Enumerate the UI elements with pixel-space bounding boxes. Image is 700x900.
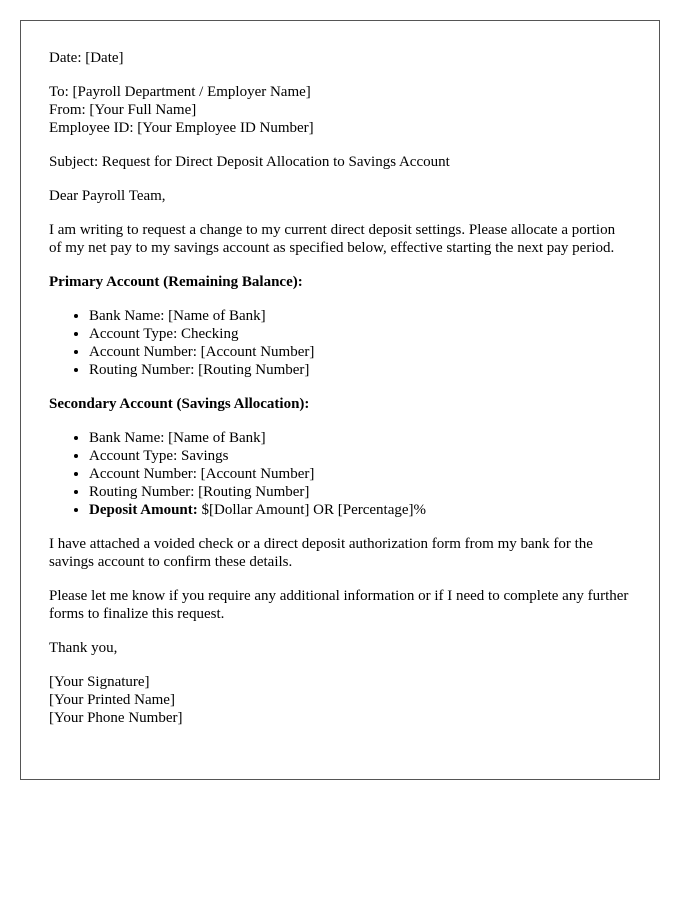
subject-line: Subject: Request for Direct Deposit Allocation to Savings Account (49, 154, 450, 170)
secondary-account-list (49, 429, 631, 519)
signature-line: [Your Signature] (49, 674, 150, 690)
list-item: • Account Number: [Account Number] (89, 343, 631, 361)
list-item: • Bank Name: [Name of Bank] (89, 429, 631, 447)
sign-off: Thank you, (49, 640, 118, 656)
list-item: • Routing Number: [Routing Number] (89, 361, 631, 379)
deposit-amount-label: Deposit Amount: (89, 502, 198, 518)
list-item: • Bank Name: [Name of Bank] (89, 307, 631, 325)
letter (20, 20, 660, 780)
to-line: To: [Payroll Department / Employer Name] (49, 84, 311, 100)
list-item: • Routing Number: [Routing Number] (89, 483, 631, 501)
address-block (49, 83, 631, 137)
attachment-paragraph: I have attached a voided check or a direct deposit authorization form from my bank for the savings account to confirm these details. (49, 536, 593, 570)
primary-account-list (49, 307, 631, 379)
deposit-amount-value: $[Dollar Amount] OR [Percentage]% (197, 502, 427, 518)
phone-number-line: [Your Phone Number] (49, 710, 183, 726)
list-item: • Account Number: [Account Number] (89, 465, 631, 483)
signature-block (49, 673, 631, 727)
list-item: • Account Type: Savings (89, 447, 631, 465)
employee-id-line: Employee ID: [Your Employee ID Number] (49, 120, 314, 136)
date-line: Date: [Date] (49, 50, 124, 66)
secondary-account-heading: Secondary Account (Savings Allocation): (49, 396, 310, 412)
salutation: Dear Payroll Team, (49, 188, 166, 204)
printed-name-line: [Your Printed Name] (49, 692, 175, 708)
closing-paragraph: Please let me know if you require any additional information or if I need to complete any further forms to finalize this request. (49, 588, 629, 622)
intro-paragraph: I am writing to request a change to my current direct deposit settings. Please allocate a portion of my net pay to my savings account as specified below, effective starting the next pay period. (49, 222, 616, 256)
primary-account-heading: Primary Account (Remaining Balance): (49, 274, 303, 290)
list-item: • Account Type: Checking (89, 325, 631, 343)
from-line: From: [Your Full Name] (49, 102, 197, 118)
deposit-amount-item (89, 501, 631, 519)
